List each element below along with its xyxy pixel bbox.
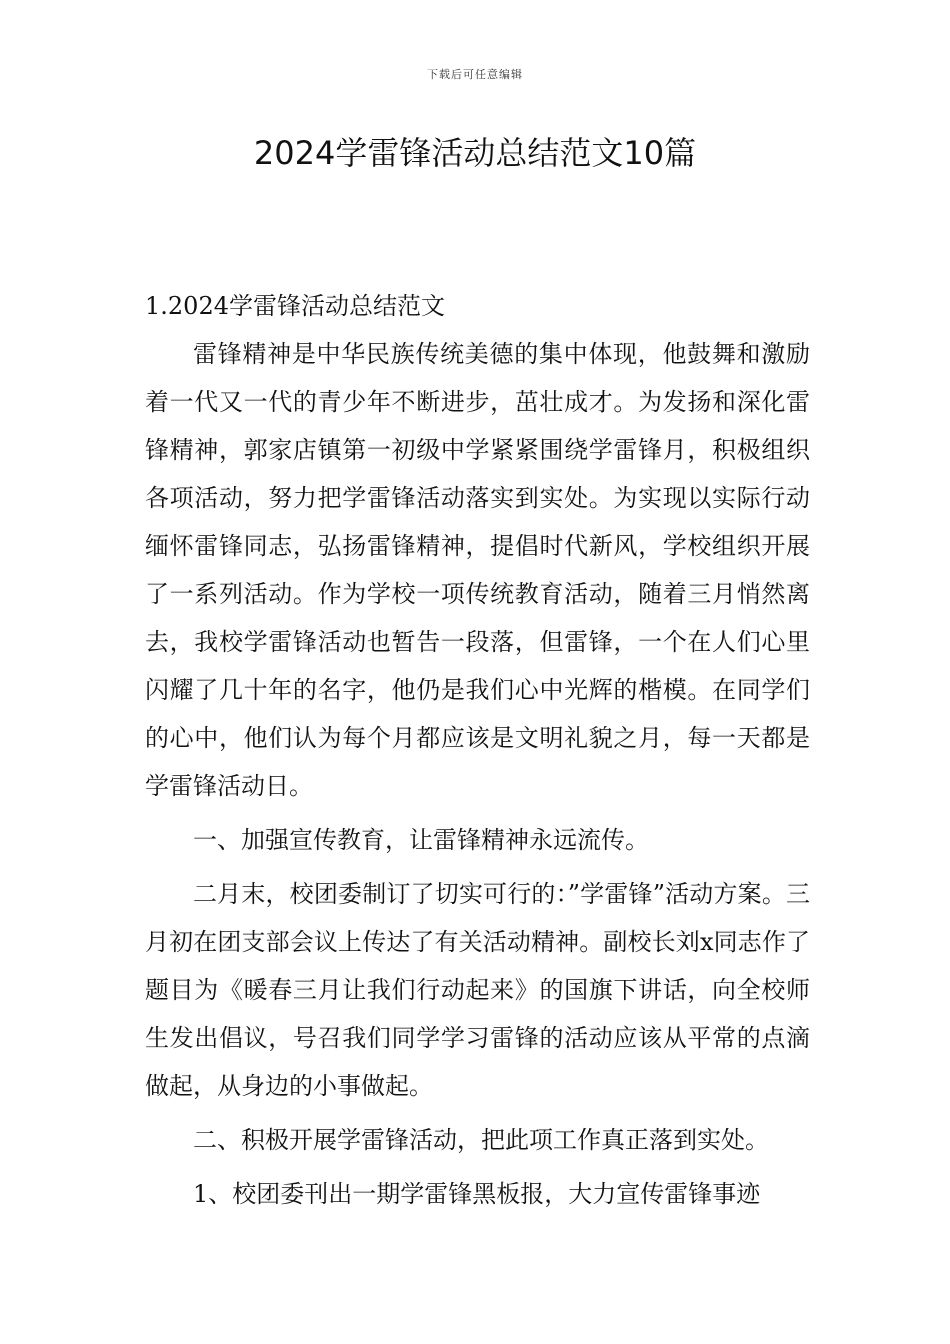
document-title: 2024学雷锋活动总结范文10篇 <box>253 134 697 172</box>
body-paragraph: 1、校团委刊出一期学雷锋黑板报，大力宣传雷锋事迹 <box>193 1180 761 1208</box>
body-paragraph: 二月末，校团委制订了切实可行的：”学雷锋”活动方案。三月初在团支部会议上传达了有关活动精神。副校长刘x同志作了题目为《暖春三月让我们行动起来》的国旗下讲话，向全校师生发出倡议，号召我们同学学习雷锋的活动应该从平常的点滴做起，从身边的小事做起。 <box>145 880 810 1100</box>
document-body <box>145 282 810 1218</box>
subsection-heading: 二、积极开展学雷锋活动，把此项工作真正落到实处。 <box>193 1126 769 1154</box>
subsection-heading: 一、加强宣传教育，让雷锋精神永远流传。 <box>193 826 649 854</box>
body-paragraph: 雷锋精神是中华民族传统美德的集中体现，他鼓舞和激励着一代又一代的青少年不断进步，茁壮成才。为发扬和深化雷锋精神，郭家店镇第一初级中学紧紧围绕学雷锋月，积极组织各项活动，努力把学雷锋活动落实到实处。为实现以实际行动缅怀雷锋同志，弘扬雷锋精神，提倡时代新风，学校组织开展了一系列活动。作为学校一项传统教育活动，随着三月悄然离去，我校学雷锋活动也暂告一段落，但雷锋，一个在人们心里闪耀了几十年的名字，他仍是我们心中光辉的楷模。在同学们的心中，他们认为每个月都应该是文明礼貌之月，每一天都是学雷锋活动日。 <box>145 340 810 800</box>
section-heading: 1.2024学雷锋活动总结范文 <box>145 292 445 320</box>
header-note: 下载后可任意编辑 <box>427 68 523 81</box>
